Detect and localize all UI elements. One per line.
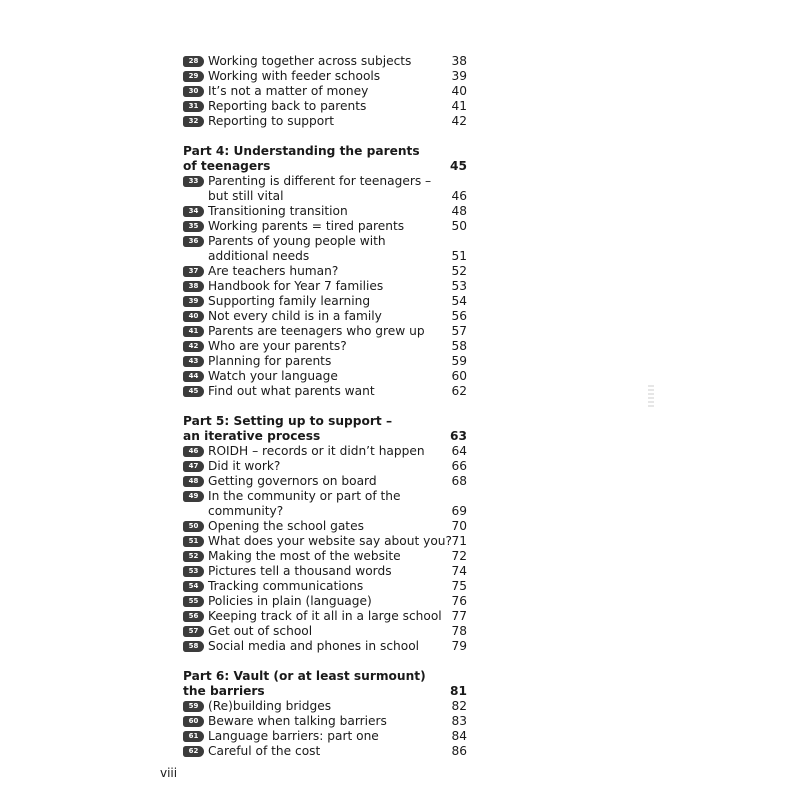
toc-entry xyxy=(183,729,473,744)
toc-entry xyxy=(183,534,473,549)
chapter-number-badge: 30 xyxy=(183,86,204,97)
toc-entry xyxy=(183,714,473,729)
toc-entry-title: Pictures tell a thousand words xyxy=(208,564,392,578)
toc-entry-title: Find out what parents want xyxy=(208,384,375,398)
toc-entry-page: 79 xyxy=(451,639,467,653)
toc-entry-title: Careful of the cost xyxy=(208,744,321,758)
toc-entry-title: (Re)building bridges xyxy=(208,699,332,713)
chapter-number-badge: 46 xyxy=(183,446,204,457)
chapter-number-badge: 49 xyxy=(183,491,204,502)
toc-entry xyxy=(183,294,473,309)
toc-entry xyxy=(183,474,473,489)
toc-entry xyxy=(183,114,473,129)
toc-entry-page: 41 xyxy=(451,99,467,113)
chapter-number-badge: 57 xyxy=(183,626,204,637)
chapter-number-badge: 51 xyxy=(183,536,204,547)
toc-entry-title: Reporting back to parents xyxy=(208,99,367,113)
chapter-number-badge: 54 xyxy=(183,581,204,592)
toc-entry-page: 74 xyxy=(451,564,467,578)
toc-entry-page: 77 xyxy=(451,609,467,623)
toc-entry-page: 71 xyxy=(451,534,467,548)
chapter-number-badge: 34 xyxy=(183,206,204,217)
chapter-number-badge: 32 xyxy=(183,116,204,127)
toc-entry-page: 38 xyxy=(451,54,467,68)
toc-entry-page: 42 xyxy=(451,114,467,128)
chapter-number-badge: 29 xyxy=(183,71,204,82)
toc-entry-page: 53 xyxy=(451,279,467,293)
toc-entry-title: Parents of young people with additional needs xyxy=(208,234,386,263)
toc-entry-title: Transitioning transition xyxy=(208,204,348,218)
toc-entry-title: Supporting family learning xyxy=(208,294,371,308)
toc-entry xyxy=(183,549,473,564)
toc-entry-title: Working parents = tired parents xyxy=(208,219,405,233)
part-heading xyxy=(183,414,473,444)
toc-entry-title: Making the most of the website xyxy=(208,549,401,563)
toc-entry-title: Language barriers: part one xyxy=(208,729,379,743)
toc-entry-page: 57 xyxy=(451,324,467,338)
toc-entry-page: 86 xyxy=(451,744,467,758)
toc-entry-page: 58 xyxy=(451,339,467,353)
page-number: viii xyxy=(160,766,178,780)
toc-entry-page: 54 xyxy=(451,294,467,308)
toc-entry-title: Working together across subjects xyxy=(208,54,412,68)
chapter-number-badge: 55 xyxy=(183,596,204,607)
toc-entry-page: 70 xyxy=(451,519,467,533)
toc-entry-page: 40 xyxy=(451,84,467,98)
toc-entry-title: Did it work? xyxy=(208,459,281,473)
toc-entry-page: 39 xyxy=(451,69,467,83)
toc-entry-page: 78 xyxy=(451,624,467,638)
toc-entry-page: 64 xyxy=(451,444,467,458)
toc-entry xyxy=(183,489,473,519)
chapter-number-badge: 47 xyxy=(183,461,204,472)
part-heading xyxy=(183,144,473,174)
chapter-number-badge: 60 xyxy=(183,716,204,727)
toc-entry-page: 83 xyxy=(451,714,467,728)
toc-entry-page: 84 xyxy=(451,729,467,743)
toc-entry xyxy=(183,699,473,714)
toc-entry xyxy=(183,594,473,609)
chapter-number-badge: 35 xyxy=(183,221,204,232)
part-title-line-1: Part 6: Vault (or at least surmount) xyxy=(183,669,426,683)
table-of-contents xyxy=(183,54,473,759)
part-title-line-1: Part 5: Setting up to support – xyxy=(183,414,393,428)
chapter-number-badge: 44 xyxy=(183,371,204,382)
toc-entry xyxy=(183,339,473,354)
toc-entry xyxy=(183,744,473,759)
part-title-line-2: an iterative process xyxy=(183,429,321,443)
toc-entry xyxy=(183,609,473,624)
toc-entry xyxy=(183,219,473,234)
chapter-number-badge: 42 xyxy=(183,341,204,352)
chapter-number-badge: 38 xyxy=(183,281,204,292)
toc-entry-page: 51 xyxy=(451,249,467,263)
toc-entry-page: 72 xyxy=(451,549,467,563)
toc-entry-title: Handbook for Year 7 families xyxy=(208,279,384,293)
chapter-number-badge: 43 xyxy=(183,356,204,367)
toc-entry xyxy=(183,639,473,654)
part-page-number: 45 xyxy=(450,159,467,173)
toc-entry-title: Planning for parents xyxy=(208,354,332,368)
toc-entry-title: Reporting to support xyxy=(208,114,335,128)
toc-entry xyxy=(183,279,473,294)
toc-entry-page: 76 xyxy=(451,594,467,608)
toc-entry xyxy=(183,69,473,84)
toc-entry-title: Watch your language xyxy=(208,369,338,383)
toc-entry xyxy=(183,459,473,474)
toc-entry xyxy=(183,84,473,99)
toc-entry-title: Keeping track of it all in a large school xyxy=(208,609,442,623)
part-title-line-2: of teenagers xyxy=(183,159,271,173)
toc-entry-page: 82 xyxy=(451,699,467,713)
toc-entry-page: 48 xyxy=(451,204,467,218)
toc-entry xyxy=(183,444,473,459)
toc-entry xyxy=(183,579,473,594)
toc-entry xyxy=(183,99,473,114)
toc-entry-title: What does your website say about you? xyxy=(208,534,452,548)
toc-entry xyxy=(183,564,473,579)
toc-entry xyxy=(183,264,473,279)
toc-entry-title: Working with feeder schools xyxy=(208,69,381,83)
chapter-number-badge: 53 xyxy=(183,566,204,577)
toc-entry-title: Opening the school gates xyxy=(208,519,364,533)
toc-entry-page: 69 xyxy=(451,504,467,518)
part-page-number: 63 xyxy=(450,429,467,443)
toc-entry-title: Parenting is different for teenagers – but still vital xyxy=(208,174,432,203)
toc-entry-page: 66 xyxy=(451,459,467,473)
toc-entry-page: 52 xyxy=(451,264,467,278)
chapter-number-badge: 59 xyxy=(183,701,204,712)
chapter-number-badge: 58 xyxy=(183,641,204,652)
toc-entry-title: Policies in plain (language) xyxy=(208,594,372,608)
chapter-number-badge: 41 xyxy=(183,326,204,337)
toc-entry xyxy=(183,354,473,369)
toc-entry-page: 60 xyxy=(451,369,467,383)
toc-entry xyxy=(183,234,473,264)
toc-entry-title: Tracking communications xyxy=(208,579,364,593)
chapter-number-badge: 52 xyxy=(183,551,204,562)
toc-entry-page: 50 xyxy=(451,219,467,233)
toc-entry-page: 56 xyxy=(451,309,467,323)
chapter-number-badge: 39 xyxy=(183,296,204,307)
toc-entry xyxy=(183,519,473,534)
chapter-number-badge: 31 xyxy=(183,101,204,112)
chapter-number-badge: 56 xyxy=(183,611,204,622)
part-title-line-1: Part 4: Understanding the parents xyxy=(183,144,420,158)
toc-entry-page: 68 xyxy=(451,474,467,488)
toc-entry xyxy=(183,174,473,204)
toc-entry-page: 62 xyxy=(451,384,467,398)
toc-entry xyxy=(183,324,473,339)
chapter-number-badge: 48 xyxy=(183,476,204,487)
toc-entry-title: In the community or part of the community? xyxy=(208,489,401,518)
toc-entry-title: Get out of school xyxy=(208,624,313,638)
toc-entry-title: ROIDH – records or it didn’t happen xyxy=(208,444,425,458)
chapter-number-badge: 40 xyxy=(183,311,204,322)
chapter-number-badge: 37 xyxy=(183,266,204,277)
toc-entry-title: Social media and phones in school xyxy=(208,639,420,653)
chapter-number-badge: 36 xyxy=(183,236,204,247)
toc-entry xyxy=(183,54,473,69)
chapter-number-badge: 62 xyxy=(183,746,204,757)
toc-entry-title: Who are your parents? xyxy=(208,339,347,353)
toc-entry xyxy=(183,624,473,639)
toc-entry xyxy=(183,309,473,324)
part-title-line-2: the barriers xyxy=(183,684,265,698)
toc-entry-page: 59 xyxy=(451,354,467,368)
toc-entry-title: It’s not a matter of money xyxy=(208,84,369,98)
toc-entry-page: 75 xyxy=(451,579,467,593)
part-page-number: 81 xyxy=(450,684,467,698)
chapter-number-badge: 61 xyxy=(183,731,204,742)
chapter-number-badge: 33 xyxy=(183,176,204,187)
toc-entry xyxy=(183,204,473,219)
part-heading xyxy=(183,669,473,699)
toc-entry xyxy=(183,384,473,399)
toc-entry-title: Are teachers human? xyxy=(208,264,339,278)
toc-entry-title: Not every child is in a family xyxy=(208,309,382,323)
chapter-number-badge: 50 xyxy=(183,521,204,532)
toc-entry-page: 46 xyxy=(451,189,467,203)
toc-entry-title: Beware when talking barriers xyxy=(208,714,387,728)
toc-entry-title: Parents are teenagers who grew up xyxy=(208,324,425,338)
chapter-number-badge: 45 xyxy=(183,386,204,397)
watermark xyxy=(648,385,654,407)
toc-entry xyxy=(183,369,473,384)
toc-entry-title: Getting governors on board xyxy=(208,474,377,488)
chapter-number-badge: 28 xyxy=(183,56,204,67)
